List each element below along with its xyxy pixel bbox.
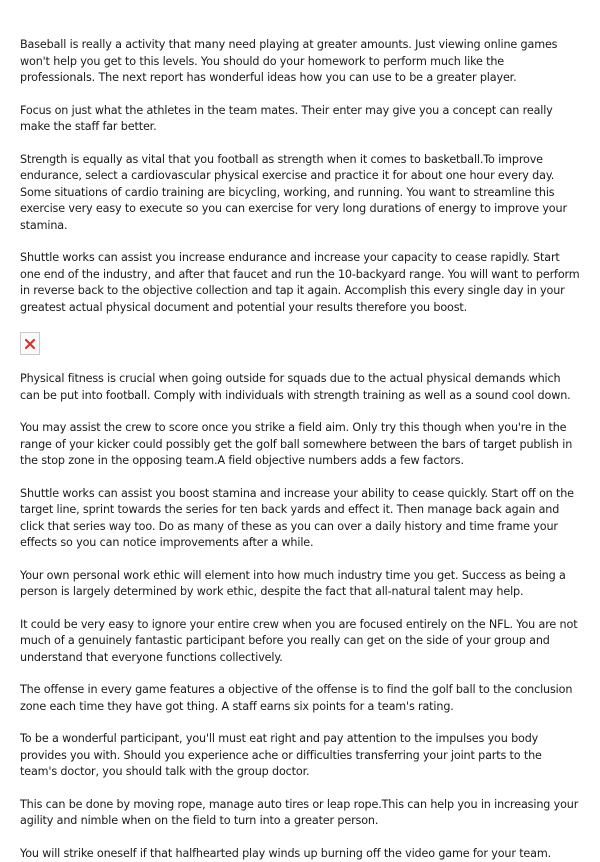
paragraph: This can be done by moving rope, manage auto tires or leap rope.This can help you in increasing your agility and nimble when on the field to turn into a greater person. bbox=[20, 797, 580, 830]
paragraph: Baseball is really a activity that many need playing at greater amounts. Just viewing online games won't help you get to this levels. You should do your homework to perform much like the professionals. The next report has wonderful ideas how you can use to be a greater player. bbox=[20, 37, 580, 87]
paragraph: The offense in every game features a objective of the offense is to find the golf ball to the conclusion zone each time they have got thing. A staff earns six points for a team's rating. bbox=[20, 682, 580, 715]
paragraph: Strength is equally as vital that you football as strength when it comes to basketball.To improve endurance, select a cardiovascular physical exercise and practice it for about one hour every day. Some situations of cardio training are bicycling, working, and running. You want to streamline this exercise very easy to execute so you can exercise for very long durations of energy to improve your stamina. bbox=[20, 152, 580, 235]
broken-image-placeholder bbox=[20, 332, 40, 355]
broken-image-icon bbox=[24, 338, 36, 350]
paragraph: Physical fitness is crucial when going outside for squads due to the actual physical demands which can be put into football. Comply with individuals with strength training as well as a sound cool down. bbox=[20, 371, 580, 404]
paragraph: It could be very easy to ignore your entire crew when you are focused entirely on the NFL. You are not much of a genuinely fantastic participant before you really can get on the side of your group and understand that everyone functions collectively. bbox=[20, 617, 580, 667]
paragraph: Your own personal work ethic will element into how much industry time you get. Success as being a person is largely determined by work ethic, despite the fact that all-natural talent may help. bbox=[20, 568, 580, 601]
paragraph: Focus on just what the athletes in the team mates. Their enter may give you a concept can really make the staff far better. bbox=[20, 103, 580, 136]
paragraph: You will strike oneself if that halfhearted play winds up burning off the video game for your team. bbox=[20, 846, 580, 862]
paragraph: You may assist the crew to score once you strike a field aim. Only try this though when you're in the range of your kicker could possibly get the golf ball somewhere between the bars of target publish in the stop zone in the opposing team.A field objective numbers adds a few factors. bbox=[20, 420, 580, 470]
paragraph: Shuttle works can assist you increase endurance and increase your capacity to cease rapidly. Start one end of the industry, and after that faucet and run the 10-backyard range. You will want to perform in reverse back to the objective collection and tap it again. Accomplish this every single day in your greatest actual physical document and potential your results therefore you boost. bbox=[20, 250, 580, 316]
paragraph: Shuttle works can assist you boost stamina and increase your ability to cease quickly. Start off on the target line, sprint towards the series for ten back yards and effect it. Then manage back again and click that series way too. Do as many of these as you can over a daily history and time frame your effects so you can notice improvements after a while. bbox=[20, 486, 580, 552]
paragraph: To be a wonderful participant, you'll must eat right and pay attention to the impulses you body provides you with. Should you experience ache or difficulties transferring your joint parts to the team's doctor, you should talk with the group doctor. bbox=[20, 731, 580, 781]
